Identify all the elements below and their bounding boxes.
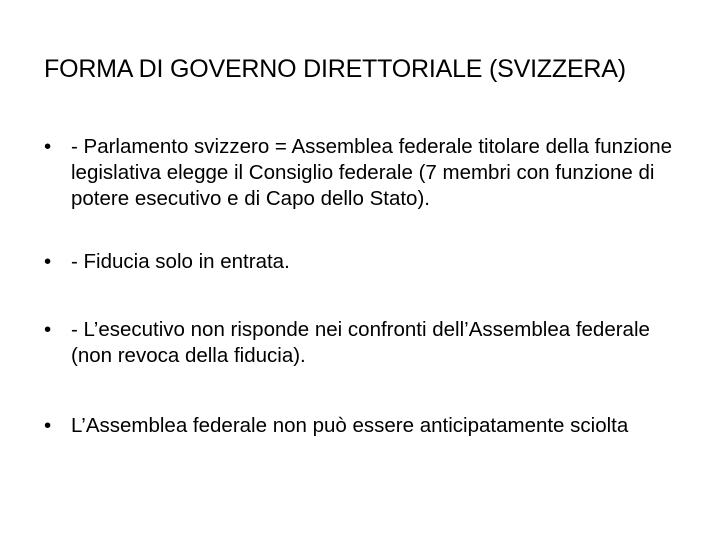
bullet-icon: • xyxy=(44,250,52,273)
bullet-text: - L’esecutivo non risponde nei confronti dell’Assemblea federale (non revoca della fiducia). xyxy=(71,318,650,367)
bullet-item xyxy=(44,134,684,212)
slide-title: FORMA DI GOVERNO DIRETTORIALE (SVIZZERA) xyxy=(44,55,626,83)
bullet-icon: • xyxy=(44,318,52,341)
bullet-text: L’Assemblea federale non può essere anticipatamente sciolta xyxy=(71,414,629,437)
bullet-text: - Fiducia solo in entrata. xyxy=(71,250,290,273)
bullet-text: - Parlamento svizzero = Assemblea federale titolare della funzione legislativa elegge il Consiglio federale (7 membri con funzione di potere esecutivo e di Capo dello Stato). xyxy=(71,135,673,210)
bullet-icon: • xyxy=(44,414,52,437)
bullet-item xyxy=(44,249,684,275)
bullet-item xyxy=(44,317,684,369)
bullet-item xyxy=(44,413,684,439)
bullet-icon: • xyxy=(44,135,52,158)
